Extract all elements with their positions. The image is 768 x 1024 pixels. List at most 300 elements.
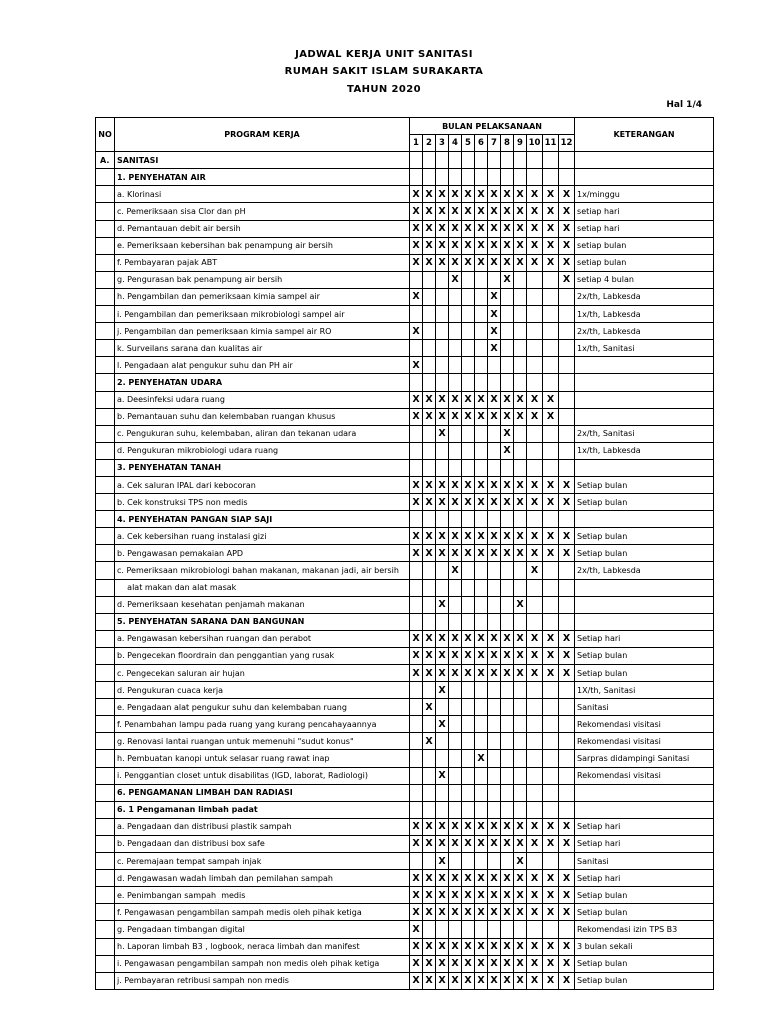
month-cell xyxy=(514,682,527,699)
month-cell xyxy=(410,682,423,699)
program-item: e. Pemeriksaan kebersihan bak penampung air bersih xyxy=(115,237,410,254)
table-row xyxy=(96,767,714,784)
month-cell xyxy=(514,921,527,938)
month-cell xyxy=(488,921,501,938)
month-cell xyxy=(488,750,501,767)
row-number xyxy=(96,340,115,357)
row-number xyxy=(96,682,115,699)
month-cell xyxy=(410,459,423,476)
month-cell xyxy=(488,425,501,442)
month-cell xyxy=(423,767,436,784)
schedule-mark: X xyxy=(449,254,462,271)
row-number xyxy=(96,972,115,989)
schedule-mark: X xyxy=(423,630,436,647)
schedule-mark: X xyxy=(410,665,423,682)
schedule-mark: X xyxy=(514,391,527,408)
month-cell xyxy=(559,562,575,579)
month-cell xyxy=(527,921,543,938)
month-cell xyxy=(527,767,543,784)
month-cell xyxy=(436,374,449,391)
month-cell xyxy=(462,682,475,699)
month-cell xyxy=(423,716,436,733)
program-item: a. Klorinasi xyxy=(115,186,410,203)
month-cell xyxy=(410,511,423,528)
month-cell xyxy=(475,169,488,186)
row-number xyxy=(96,476,115,493)
schedule-mark: X xyxy=(527,870,543,887)
table-row xyxy=(96,938,714,955)
schedule-mark: X xyxy=(475,545,488,562)
month-cell xyxy=(462,271,475,288)
program-item: a. Cek kebersihan ruang instalasi gizi xyxy=(115,528,410,545)
month-cell xyxy=(514,288,527,305)
month-cell xyxy=(527,340,543,357)
month-cell xyxy=(475,562,488,579)
schedule-mark: X xyxy=(543,870,559,887)
month-cell xyxy=(559,340,575,357)
schedule-mark: X xyxy=(462,904,475,921)
month-cell xyxy=(488,562,501,579)
schedule-mark: X xyxy=(475,818,488,835)
schedule-mark: X xyxy=(527,904,543,921)
schedule-mark: X xyxy=(475,203,488,220)
month-cell xyxy=(543,288,559,305)
month-cell xyxy=(527,613,543,630)
schedule-mark: X xyxy=(423,818,436,835)
schedule-mark: X xyxy=(543,938,559,955)
month-cell xyxy=(462,699,475,716)
schedule-mark: X xyxy=(501,545,514,562)
schedule-mark: X xyxy=(488,938,501,955)
schedule-mark: X xyxy=(410,476,423,493)
program-item: a. Pengawasan kebersihan ruangan dan perabot xyxy=(115,630,410,647)
note-cell xyxy=(575,613,714,630)
month-cell xyxy=(462,374,475,391)
table-row xyxy=(96,921,714,938)
table-row xyxy=(96,340,714,357)
month-cell xyxy=(475,374,488,391)
schedule-mark: X xyxy=(527,408,543,425)
note-cell: Sanitasi xyxy=(575,699,714,716)
month-cell xyxy=(543,853,559,870)
row-number xyxy=(96,613,115,630)
schedule-mark: X xyxy=(501,237,514,254)
schedule-mark: X xyxy=(514,545,527,562)
schedule-mark: X xyxy=(501,408,514,425)
schedule-mark: X xyxy=(423,408,436,425)
month-header: 4 xyxy=(449,135,462,152)
program-item: g. Pengadaan timbangan digital xyxy=(115,921,410,938)
program-item: h. Laporan limbah B3 , logbook, neraca limbah dan manifest xyxy=(115,938,410,955)
schedule-mark: X xyxy=(527,220,543,237)
month-cell xyxy=(527,169,543,186)
schedule-mark: X xyxy=(488,630,501,647)
row-number xyxy=(96,887,115,904)
table-row xyxy=(96,716,714,733)
schedule-mark: X xyxy=(501,647,514,664)
schedule-mark: X xyxy=(559,887,575,904)
schedule-mark: X xyxy=(449,494,462,511)
month-cell xyxy=(501,716,514,733)
program-item: k. Surveilans sarana dan kualitas air xyxy=(115,340,410,357)
schedule-mark: X xyxy=(436,408,449,425)
section-heading: 3. PENYEHATAN TANAH xyxy=(115,459,410,476)
program-item: i. Pengawasan pengambilan sampah non medis oleh pihak ketiga xyxy=(115,955,410,972)
row-number xyxy=(96,801,115,818)
month-cell xyxy=(462,288,475,305)
note-cell: Rekomendasi izin TPS B3 xyxy=(575,921,714,938)
schedule-mark: X xyxy=(449,665,462,682)
schedule-mark: X xyxy=(423,972,436,989)
schedule-mark: X xyxy=(436,630,449,647)
schedule-mark: X xyxy=(543,904,559,921)
schedule-mark: X xyxy=(475,220,488,237)
row-number xyxy=(96,562,115,579)
month-cell xyxy=(449,340,462,357)
schedule-mark: X xyxy=(410,186,423,203)
month-cell xyxy=(449,357,462,374)
month-cell xyxy=(462,716,475,733)
schedule-mark: X xyxy=(514,220,527,237)
program-item: a. Deesinfeksi udara ruang xyxy=(115,391,410,408)
month-cell xyxy=(501,306,514,323)
month-cell xyxy=(488,784,501,801)
month-cell xyxy=(410,784,423,801)
row-number xyxy=(96,545,115,562)
schedule-mark: X xyxy=(410,630,423,647)
schedule-mark: X xyxy=(543,647,559,664)
month-cell xyxy=(410,425,423,442)
month-cell xyxy=(543,459,559,476)
section-heading: 6. 1 Pengamanan limbah padat xyxy=(115,801,410,818)
schedule-mark: X xyxy=(475,528,488,545)
month-cell xyxy=(475,323,488,340)
schedule-mark: X xyxy=(475,972,488,989)
note-cell: Sanitasi xyxy=(575,853,714,870)
schedule-mark: X xyxy=(462,391,475,408)
month-cell xyxy=(410,579,423,596)
schedule-mark: X xyxy=(488,887,501,904)
schedule-mark: X xyxy=(436,938,449,955)
program-item: c. Pengecekan saluran air hujan xyxy=(115,665,410,682)
schedule-mark: X xyxy=(501,972,514,989)
month-cell xyxy=(475,784,488,801)
note-cell: Setiap bulan xyxy=(575,528,714,545)
schedule-mark: X xyxy=(543,408,559,425)
schedule-mark: X xyxy=(449,972,462,989)
section-row xyxy=(96,801,714,818)
note-cell: 1X/th, Sanitasi xyxy=(575,682,714,699)
table-row xyxy=(96,271,714,288)
month-cell xyxy=(462,562,475,579)
schedule-mark: X xyxy=(514,904,527,921)
schedule-mark: X xyxy=(449,528,462,545)
row-number xyxy=(96,818,115,835)
schedule-mark: X xyxy=(410,921,423,938)
month-cell xyxy=(449,169,462,186)
month-cell xyxy=(475,767,488,784)
schedule-mark: X xyxy=(449,186,462,203)
month-cell xyxy=(543,682,559,699)
schedule-mark: X xyxy=(488,220,501,237)
month-cell xyxy=(488,716,501,733)
note-cell: Setiap bulan xyxy=(575,887,714,904)
month-cell xyxy=(501,511,514,528)
section-row xyxy=(96,459,714,476)
row-number xyxy=(96,237,115,254)
schedule-mark: X xyxy=(462,647,475,664)
month-cell xyxy=(514,750,527,767)
month-cell xyxy=(462,425,475,442)
note-cell xyxy=(575,169,714,186)
note-cell: Setiap hari xyxy=(575,818,714,835)
schedule-mark: X xyxy=(501,818,514,835)
month-header: 12 xyxy=(559,135,575,152)
schedule-mark: X xyxy=(462,835,475,852)
month-cell xyxy=(423,288,436,305)
schedule-mark: X xyxy=(488,904,501,921)
row-number xyxy=(96,835,115,852)
table-row xyxy=(96,528,714,545)
month-header: 1 xyxy=(410,135,423,152)
month-cell xyxy=(475,288,488,305)
month-cell xyxy=(543,716,559,733)
schedule-mark: X xyxy=(543,887,559,904)
schedule-mark: X xyxy=(449,391,462,408)
schedule-mark: X xyxy=(514,887,527,904)
schedule-mark: X xyxy=(436,596,449,613)
note-cell: Setiap bulan xyxy=(575,955,714,972)
schedule-mark: X xyxy=(475,408,488,425)
month-cell xyxy=(436,699,449,716)
month-cell xyxy=(559,306,575,323)
schedule-mark: X xyxy=(410,203,423,220)
month-cell xyxy=(423,459,436,476)
schedule-mark: X xyxy=(410,835,423,852)
month-cell xyxy=(449,682,462,699)
month-cell xyxy=(449,767,462,784)
month-cell xyxy=(501,699,514,716)
table-row xyxy=(96,220,714,237)
schedule-mark: X xyxy=(488,306,501,323)
row-number xyxy=(96,323,115,340)
schedule-mark: X xyxy=(410,237,423,254)
note-cell: Setiap bulan xyxy=(575,647,714,664)
schedule-mark: X xyxy=(410,545,423,562)
schedule-mark: X xyxy=(527,835,543,852)
note-cell: Setiap hari xyxy=(575,870,714,887)
note-cell: setiap hari xyxy=(575,203,714,220)
note-cell: Setiap bulan xyxy=(575,476,714,493)
month-cell xyxy=(559,733,575,750)
schedule-mark: X xyxy=(488,203,501,220)
schedule-mark: X xyxy=(449,887,462,904)
schedule-mark: X xyxy=(449,203,462,220)
month-cell xyxy=(436,733,449,750)
month-cell xyxy=(514,323,527,340)
header-program: PROGRAM KERJA xyxy=(115,118,410,152)
schedule-mark: X xyxy=(527,818,543,835)
schedule-mark: X xyxy=(501,630,514,647)
month-cell xyxy=(436,306,449,323)
program-item: b. Pengawasan pemakaian APD xyxy=(115,545,410,562)
month-cell xyxy=(449,699,462,716)
row-number xyxy=(96,459,115,476)
month-cell xyxy=(436,152,449,169)
month-cell xyxy=(475,306,488,323)
schedule-mark: X xyxy=(527,186,543,203)
month-cell xyxy=(527,288,543,305)
schedule-mark: X xyxy=(501,665,514,682)
schedule-mark: X xyxy=(423,904,436,921)
month-cell xyxy=(514,562,527,579)
page-number: Hal 1/4 xyxy=(666,100,702,110)
month-header: 11 xyxy=(543,135,559,152)
month-cell xyxy=(449,511,462,528)
month-cell xyxy=(410,152,423,169)
row-number xyxy=(96,494,115,511)
month-header: 9 xyxy=(514,135,527,152)
month-cell xyxy=(462,921,475,938)
schedule-mark: X xyxy=(410,408,423,425)
month-cell xyxy=(436,288,449,305)
note-cell xyxy=(575,511,714,528)
month-header: 7 xyxy=(488,135,501,152)
note-cell: 3 bulan sekali xyxy=(575,938,714,955)
month-cell xyxy=(449,152,462,169)
month-cell xyxy=(559,391,575,408)
month-cell xyxy=(436,459,449,476)
month-cell xyxy=(501,459,514,476)
schedule-mark: X xyxy=(410,938,423,955)
schedule-mark: X xyxy=(410,528,423,545)
table-row xyxy=(96,699,714,716)
row-number xyxy=(96,288,115,305)
month-cell xyxy=(462,750,475,767)
row-number xyxy=(96,306,115,323)
schedule-mark: X xyxy=(410,955,423,972)
month-cell xyxy=(543,152,559,169)
schedule-mark: X xyxy=(462,254,475,271)
note-cell: Setiap bulan xyxy=(575,665,714,682)
month-cell xyxy=(410,271,423,288)
schedule-mark: X xyxy=(527,630,543,647)
month-cell xyxy=(514,152,527,169)
schedule-mark: X xyxy=(559,528,575,545)
month-cell xyxy=(514,340,527,357)
schedule-mark: X xyxy=(488,972,501,989)
schedule-mark: X xyxy=(501,938,514,955)
month-cell xyxy=(462,323,475,340)
schedule-mark: X xyxy=(423,938,436,955)
row-number xyxy=(96,665,115,682)
row-number xyxy=(96,938,115,955)
month-cell xyxy=(449,613,462,630)
note-cell: Setiap hari xyxy=(575,630,714,647)
month-cell xyxy=(559,511,575,528)
row-number xyxy=(96,425,115,442)
note-cell: 1x/th, Labkesda xyxy=(575,442,714,459)
month-cell xyxy=(514,459,527,476)
schedule-mark: X xyxy=(436,186,449,203)
month-cell xyxy=(501,682,514,699)
schedule-mark: X xyxy=(475,647,488,664)
section-heading: 2. PENYEHATAN UDARA xyxy=(115,374,410,391)
month-cell xyxy=(527,596,543,613)
month-cell xyxy=(475,152,488,169)
program-item: j. Pengambilan dan pemeriksaan kimia sampel air RO xyxy=(115,323,410,340)
month-cell xyxy=(527,784,543,801)
schedule-mark: X xyxy=(514,972,527,989)
schedule-mark: X xyxy=(436,887,449,904)
schedule-mark: X xyxy=(436,904,449,921)
schedule-mark: X xyxy=(501,955,514,972)
schedule-mark: X xyxy=(514,476,527,493)
program-item: g. Renovasi lantai ruangan untuk memenuhi "sudut konus" xyxy=(115,733,410,750)
schedule-mark: X xyxy=(543,476,559,493)
note-cell: Rekomendasi visitasi xyxy=(575,716,714,733)
schedule-mark: X xyxy=(410,870,423,887)
schedule-mark: X xyxy=(449,545,462,562)
schedule-mark: X xyxy=(423,476,436,493)
schedule-mark: X xyxy=(543,955,559,972)
note-cell: 2x/th, Labkesda xyxy=(575,562,714,579)
month-cell xyxy=(501,288,514,305)
schedule-mark: X xyxy=(436,237,449,254)
schedule-mark: X xyxy=(410,972,423,989)
schedule-mark: X xyxy=(410,323,423,340)
note-cell: Setiap bulan xyxy=(575,545,714,562)
schedule-mark: X xyxy=(423,870,436,887)
month-cell xyxy=(559,459,575,476)
row-number xyxy=(96,750,115,767)
month-cell xyxy=(462,306,475,323)
schedule-mark: X xyxy=(462,476,475,493)
schedule-mark: X xyxy=(475,186,488,203)
row-number xyxy=(96,904,115,921)
month-cell xyxy=(488,169,501,186)
month-cell xyxy=(475,579,488,596)
month-cell xyxy=(559,374,575,391)
schedule-mark: X xyxy=(462,186,475,203)
schedule-mark: X xyxy=(488,408,501,425)
month-cell xyxy=(514,511,527,528)
month-cell xyxy=(543,784,559,801)
month-cell xyxy=(475,357,488,374)
schedule-mark: X xyxy=(462,630,475,647)
month-cell xyxy=(559,921,575,938)
schedule-mark: X xyxy=(488,870,501,887)
month-cell xyxy=(514,271,527,288)
schedule-mark: X xyxy=(410,254,423,271)
note-cell xyxy=(575,579,714,596)
program-item: c. Pemeriksaan mikrobiologi bahan makanan, makanan jadi, air bersih xyxy=(115,562,410,579)
schedule-mark: X xyxy=(527,476,543,493)
row-number xyxy=(96,921,115,938)
month-cell xyxy=(436,784,449,801)
schedule-mark: X xyxy=(501,528,514,545)
schedule-mark: X xyxy=(559,870,575,887)
schedule-mark: X xyxy=(488,323,501,340)
schedule-mark: X xyxy=(462,972,475,989)
month-cell xyxy=(475,853,488,870)
schedule-mark: X xyxy=(462,545,475,562)
schedule-mark: X xyxy=(559,203,575,220)
note-cell: Rekomendasi visitasi xyxy=(575,733,714,750)
schedule-mark: X xyxy=(436,391,449,408)
schedule-mark: X xyxy=(527,391,543,408)
month-cell xyxy=(436,750,449,767)
